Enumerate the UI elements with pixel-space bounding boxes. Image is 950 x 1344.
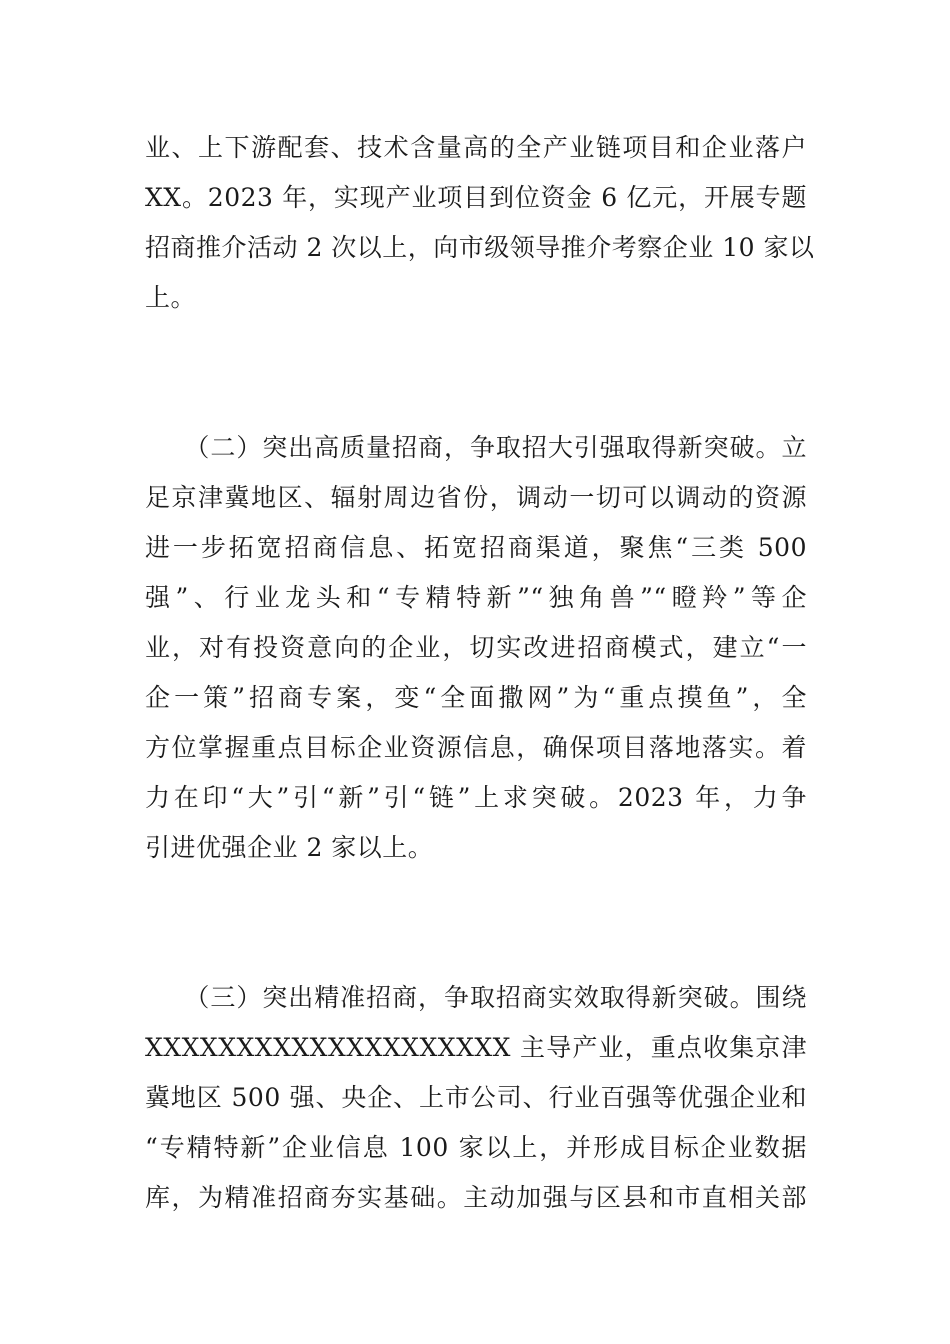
text-line: 业、上下游配套、技术含量高的全产业链项目和企业落户 bbox=[145, 133, 807, 162]
text-line: “专精特新”企业信息 100 家以上，并形成目标企业数据 bbox=[145, 1133, 807, 1162]
text-line: 招商推介活动 2 次以上，向市级领导推介考察企业 10 家以 bbox=[145, 233, 815, 262]
text-line: 足京津冀地区、辐射周边省份，调动一切可以调动的资源 bbox=[145, 483, 807, 512]
text-line: 引进优强企业 2 家以上。 bbox=[145, 833, 434, 862]
text-line: 进一步拓宽招商信息、拓宽招商渠道，聚焦“三类 500 bbox=[145, 533, 807, 562]
text-line: 上。 bbox=[145, 283, 197, 312]
text-line: 企一策”招商专案，变“全面撒网”为“重点摸鱼”，全 bbox=[145, 683, 807, 712]
text-line: 强”、行业龙头和“专精特新”“独角兽”“瞪羚”等企 bbox=[145, 583, 807, 612]
paragraph-precise-investment bbox=[145, 973, 807, 1223]
text-line: XXXXXXXXXXXXXXXXXXXX 主导产业，重点收集京津 bbox=[145, 1033, 807, 1062]
text-line: XX。2023 年，实现产业项目到位资金 6 亿元，开展专题 bbox=[145, 183, 807, 212]
text-line: 业，对有投资意向的企业，切实改进招商模式，建立“一 bbox=[145, 633, 807, 662]
text-line: （二）突出高质量招商，争取招大引强取得新突破。立 bbox=[145, 433, 807, 462]
text-line: 方位掌握重点目标企业资源信息，确保项目落地落实。着 bbox=[145, 733, 807, 762]
text-line: 库，为精准招商夯实基础。主动加强与区县和市直相关部 bbox=[145, 1183, 807, 1212]
paragraph-high-quality-investment bbox=[145, 423, 807, 873]
text-line: （三）突出精准招商，争取招商实效取得新突破。围绕 bbox=[145, 983, 807, 1012]
text-line: 冀地区 500 强、央企、上市公司、行业百强等优强企业和 bbox=[145, 1083, 807, 1112]
text-line: 力在印“大”引“新”引“链”上求突破。2023 年，力争 bbox=[145, 783, 807, 812]
paragraph-investment-targets bbox=[145, 123, 815, 323]
